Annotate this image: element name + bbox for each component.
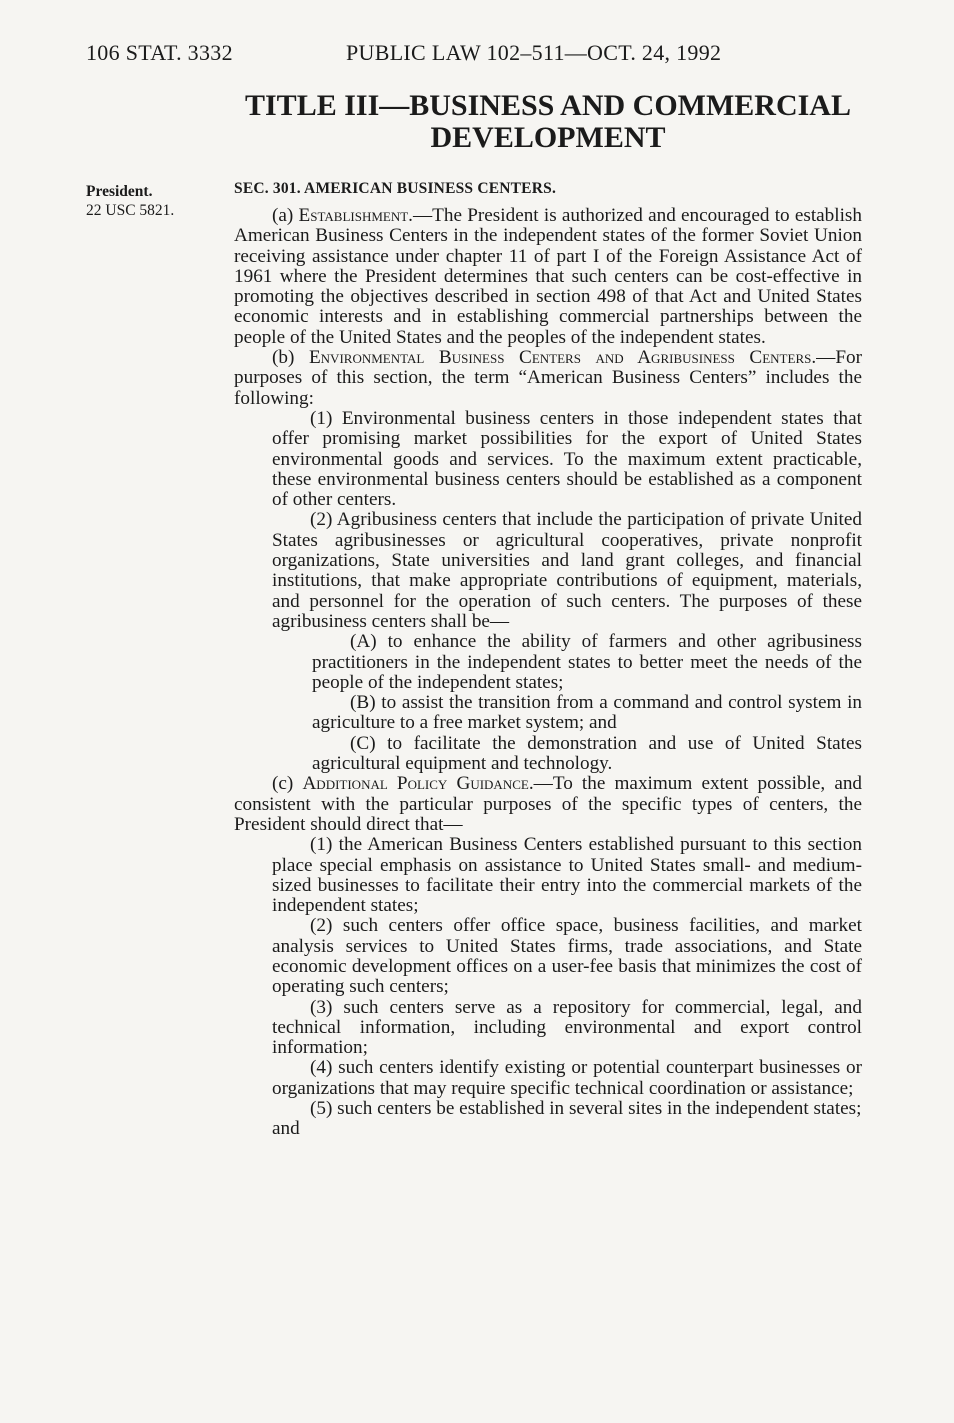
running-header: PUBLIC LAW 102–511—OCT. 24, 1992 xyxy=(346,40,722,65)
subsection-b-paragraph-1: (1) Environmental business centers in those independent states that offer promising market possibilities for the export of United States environmental goods and services. To the maximum extent practicable, these environmental business centers should be established as a component of other centers. xyxy=(272,407,862,511)
subsection-c-paragraph-3: (3) such centers serve as a repository for commercial, legal, and technical information, including environmental and export control information; xyxy=(272,996,862,1059)
subparagraph-c: (C) to facilitate the demonstration and use of United States agricultural equipment and technology. xyxy=(312,732,862,775)
subsection-b-paragraph-2: (2) Agribusiness centers that include the participation of private United States agribusinesses or agricultural cooperatives, private nonprofit organizations, State universities and land grant colleges, and financial institutions, that make appropriate contributions of equipment, materials, and personnel for the operation of such centers. The purposes of these agribusiness centers shall be— xyxy=(272,509,862,632)
subparagraph-b: (B) to assist the transition from a command and control system in agriculture to a free market system; and xyxy=(312,692,862,734)
subsection-c-paragraph-2: (2) such centers offer office space, business facilities, and market analysis services to United States firms, trade associations, and State economic development offices on a user-fee basis that minimizes the cost of operating such centers; xyxy=(272,915,862,998)
page-stat-reference: 106 STAT. 3332 xyxy=(86,40,233,65)
section-heading: SEC. 301. AMERICAN BUSINESS CENTERS. xyxy=(234,180,557,197)
margin-notes xyxy=(86,182,174,220)
subsection-a: (a) Establishment.—The President is authorized and encouraged to establish American Business Centers in the independent states of the former Soviet Union receiving assistance under chapter 11 of part I of the Foreign Assistance Act of 1961 where the President determines that such centers can be cost-effective in promoting the objectives described in section 498 of that Act and United States economic interests and in establishing commercial partnerships between the people of the United States and the peoples of the independent states. xyxy=(234,205,862,348)
subsection-c-heading: Additional Policy Guidance xyxy=(302,773,529,795)
subparagraph-a: (A) to enhance the ability of farmers and other agribusiness practitioners in the independent states to better meet the needs of the people of the independent states; xyxy=(312,631,862,693)
margin-note-president: President. xyxy=(86,183,153,200)
title-heading: TITLE III—BUSINESS AND COMMERCIAL DEVELOPMENT xyxy=(245,89,851,154)
subsection-c: (c) Additional Policy Guidance.—To the maximum extent possible, and consistent with the particular purposes of the specific types of centers, the President should direct that— xyxy=(234,773,863,835)
subsection-c-paragraph-5: (5) such centers be established in several sites in the independent states; and xyxy=(272,1098,862,1140)
subsection-b-heading: Environmental Business Centers and Agribusiness Centers xyxy=(308,347,812,369)
section-body xyxy=(234,206,862,1140)
subsection-b: (b) Environmental Business Centers and Agribusiness Centers.—For purposes of this section, the term “American Business Centers” includes the following: xyxy=(234,347,862,409)
margin-note-usc-citation: 22 USC 5821. xyxy=(86,202,175,219)
subsection-c-paragraph-4: (4) such centers identify existing or potential counterpart businesses or organizations that may require specific technical coordination or assistance; xyxy=(272,1057,862,1099)
subsection-a-heading: Establishment xyxy=(298,205,409,226)
subsection-c-paragraph-1: (1) the American Business Centers established pursuant to this section place special emphasis on assistance to United States small- and medium-sized businesses to facilitate their entry into the commercial markets of the independent states; xyxy=(272,834,862,917)
